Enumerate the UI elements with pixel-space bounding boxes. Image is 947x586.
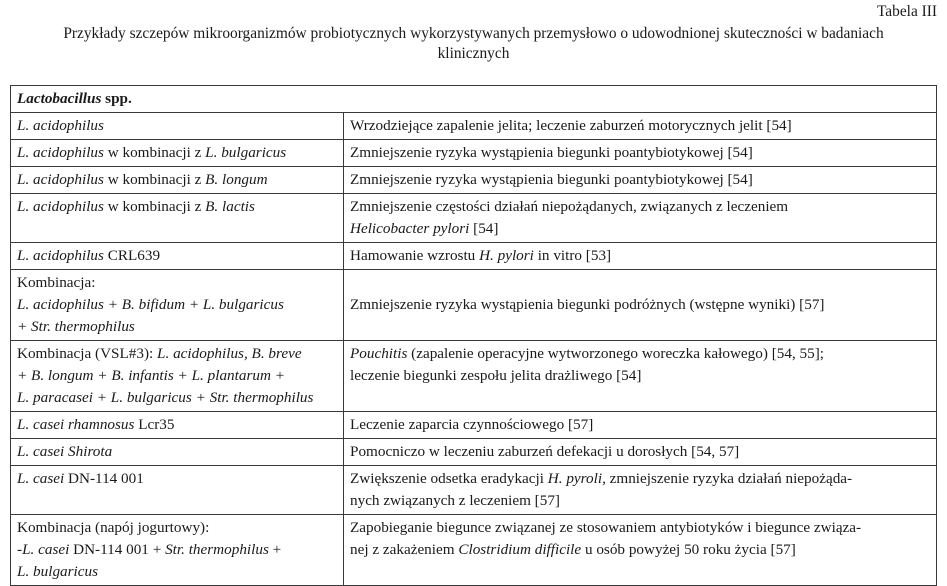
- cell-line: [350, 468, 929, 490]
- cell-line: [17, 539, 336, 561]
- italic-text: L. acidophilus, B. breve: [157, 345, 302, 362]
- table-row: [11, 113, 937, 140]
- text-segment: u osób powyżej 50 roku życia [57]: [581, 541, 796, 558]
- strain-cell: [11, 113, 344, 140]
- italic-text: L. acidophilus: [17, 171, 104, 188]
- italic-text: L. acidophilus: [17, 198, 104, 215]
- caption-line: Przykłady szczepów mikroorganizmów probiotycznych wykorzystywanych przemysłowo o udowodnionej skuteczności w badaniach: [63, 25, 884, 42]
- cell-line: [17, 196, 336, 218]
- table-caption: [0, 24, 947, 64]
- table-row: [11, 140, 937, 167]
- italic-text: B. longum: [205, 171, 268, 188]
- table-row: [11, 270, 937, 341]
- text-segment: Hamowanie wzrostu: [350, 247, 480, 264]
- text-segment: Zmniejszenie częstości działań niepożądanych, związanych z leczeniem: [350, 198, 789, 215]
- table-row: [11, 439, 937, 466]
- text-segment: Leczenie zaparcia czynnościowego [57]: [350, 416, 594, 433]
- cell-line: [350, 245, 929, 267]
- italic-text: L. paracasei + L. bulgaricus + Str. thermophilus: [17, 389, 314, 406]
- effect-cell: [344, 167, 937, 194]
- italic-text: L. casei Shirota: [17, 443, 113, 460]
- italic-text: L. acidophilus + B. bifidum + L. bulgaricus: [17, 296, 284, 313]
- section-header-cell: [11, 86, 937, 113]
- table-row: [11, 167, 937, 194]
- text-segment: w kombinacji z: [103, 171, 206, 188]
- cell-line: [350, 365, 929, 387]
- section-header-row: [11, 86, 937, 113]
- italic-text: L. bulgaricus: [205, 144, 287, 161]
- text-segment: w kombinacji z: [103, 198, 206, 215]
- strain-cell: [11, 439, 344, 466]
- cell-line: [17, 468, 336, 490]
- cell-line: [17, 245, 336, 267]
- text-segment: +: [268, 541, 282, 558]
- text-segment: Zmniejszenie ryzyka wystąpienia biegunki poantybiotykowej [54]: [350, 171, 753, 188]
- cell-line: [17, 316, 336, 338]
- effect-cell: [344, 243, 937, 270]
- text-segment: Kombinacja (VSL#3):: [17, 345, 158, 362]
- cell-line: [17, 169, 336, 191]
- cell-line: [17, 294, 336, 316]
- italic-text: Str. thermophilus: [165, 541, 269, 558]
- italic-text: + Str. thermophilus: [17, 318, 135, 335]
- italic-text: B. lactis: [205, 198, 255, 215]
- table-row: [11, 243, 937, 270]
- text-segment: Zwiększenie odsetka eradykacji: [350, 470, 548, 487]
- text-segment: (zapalenie operacyjne wytworzonego woreczka kałowego) [54, 55];: [407, 345, 825, 362]
- cell-line: [17, 517, 336, 539]
- table-row: [11, 466, 937, 515]
- italic-text: L. acidophilus: [17, 247, 104, 264]
- strain-cell: [11, 167, 344, 194]
- cell-line: [350, 414, 929, 436]
- italic-text: + B. longum + B. infantis + L. plantarum +: [17, 367, 285, 384]
- cell-line: [17, 272, 336, 294]
- effect-cell: [344, 140, 937, 167]
- cell-line: [350, 539, 929, 561]
- table-row: [11, 194, 937, 243]
- text-segment: leczenie biegunki zespołu jelita drażliwego [54]: [350, 367, 642, 384]
- text-segment: in vitro [53]: [533, 247, 612, 264]
- text-segment: Zapobieganie biegunce związanej ze stosowaniem antybiotyków i biegunce związa-: [350, 519, 862, 536]
- effect-cell: [344, 412, 937, 439]
- text-segment: Pomocniczo w leczeniu zaburzeń defekacji u dorosłych [54, 57]: [350, 443, 740, 460]
- cell-line: [17, 115, 336, 137]
- strain-cell: [11, 412, 344, 439]
- table-label: Tabela III: [876, 3, 937, 20]
- text-segment: CRL639: [103, 247, 161, 264]
- italic-text: L. acidophilus: [17, 117, 104, 134]
- strain-cell: [11, 194, 344, 243]
- cell-line: [350, 343, 929, 365]
- cell-line: [350, 142, 929, 164]
- cell-line: [350, 196, 929, 218]
- italic-text: Helicobacter pylori: [350, 220, 470, 237]
- cell-line: [350, 490, 929, 512]
- caption-line: klinicznych: [437, 45, 510, 62]
- cell-line: [350, 517, 929, 539]
- cell-line: [17, 387, 336, 409]
- italic-text: H. pyroli: [547, 470, 603, 487]
- italic-text: L. casei rhamnosus: [17, 416, 135, 433]
- strain-cell: [11, 270, 344, 341]
- cell-line: [350, 169, 929, 191]
- text-segment: Zmniejszenie ryzyka wystąpienia biegunki podróżnych (wstępne wyniki) [57]: [350, 296, 825, 313]
- cell-line: [17, 343, 336, 365]
- text-segment: nej z zakażeniem: [350, 541, 459, 558]
- italic-text: L. acidophilus: [17, 144, 104, 161]
- text-segment: -: [17, 541, 23, 558]
- cell-line: [17, 414, 336, 436]
- effect-cell: [344, 113, 937, 140]
- cell-line: [17, 142, 336, 164]
- text-segment: [54]: [469, 220, 499, 237]
- text-segment: Zmniejszenie ryzyka wystąpienia biegunki poantybiotykowej [54]: [350, 144, 753, 161]
- strain-cell: [11, 140, 344, 167]
- cell-line: [17, 365, 336, 387]
- cell-line: [350, 218, 929, 240]
- effect-cell: [344, 194, 937, 243]
- strain-cell: [11, 466, 344, 515]
- italic-text: L. bulgaricus: [17, 563, 99, 580]
- effect-cell: [344, 439, 937, 466]
- probiotic-strains-table: [10, 85, 937, 586]
- text-segment: DN-114 001: [64, 470, 144, 487]
- table-row: [11, 412, 937, 439]
- cell-line: [350, 294, 929, 316]
- italic-text: L. casei: [22, 541, 70, 558]
- cell-line: [17, 441, 336, 463]
- text-segment: DN-114 001 +: [69, 541, 166, 558]
- italic-text: L. casei: [17, 470, 65, 487]
- strain-cell: [11, 243, 344, 270]
- text-segment: nych związanych z leczeniem [57]: [350, 492, 560, 509]
- text-segment: Lcr35: [134, 416, 175, 433]
- strain-cell: [11, 341, 344, 412]
- cell-line: [17, 561, 336, 583]
- text-segment: Kombinacja (napój jogurtowy):: [17, 519, 210, 536]
- genus-name: Lactobacillus: [17, 90, 102, 107]
- effect-cell: [344, 270, 937, 341]
- text-segment: Wrzodziejące zapalenie jelita; leczenie zaburzeń motorycznych jelit [54]: [350, 117, 792, 134]
- effect-cell: [344, 341, 937, 412]
- effect-cell: [344, 466, 937, 515]
- italic-text: Pouchitis: [350, 345, 408, 362]
- italic-text: H. pylori: [479, 247, 534, 264]
- genus-suffix: spp.: [101, 90, 132, 107]
- text-segment: w kombinacji z: [103, 144, 206, 161]
- text-segment: , zmniejszenie ryzyka działań niepożąda-: [602, 470, 853, 487]
- cell-line: [350, 441, 929, 463]
- cell-line: [350, 115, 929, 137]
- text-segment: Kombinacja:: [17, 274, 96, 291]
- table-row: [11, 341, 937, 412]
- italic-text: Clostridium difficile: [458, 541, 582, 558]
